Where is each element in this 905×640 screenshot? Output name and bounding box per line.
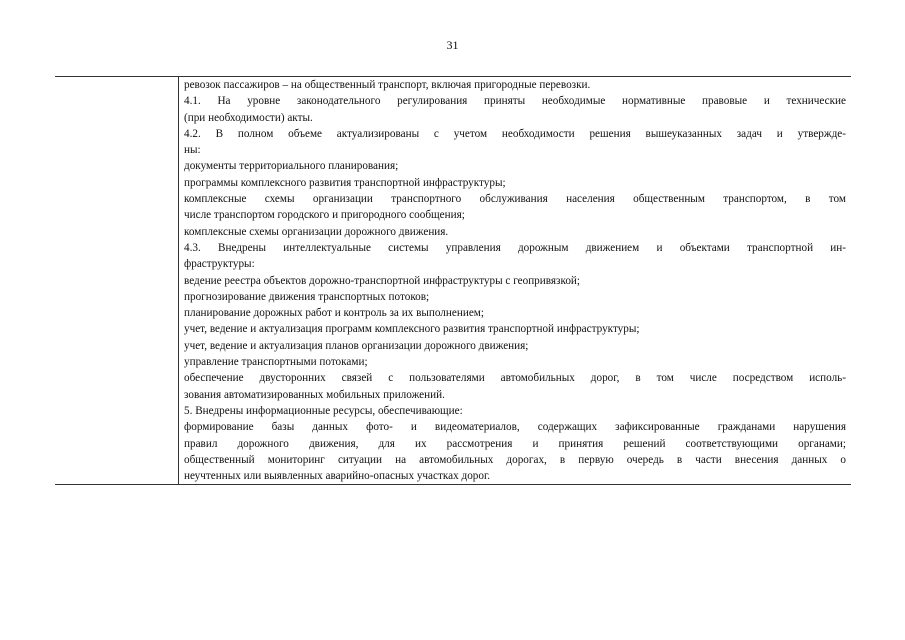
page-number: 31 — [446, 38, 459, 52]
text-line: обеспечение двусторонних связей с пользователями автомобильных дорог, в том числе посредством исполь- — [184, 372, 846, 385]
text-line: ны: — [184, 144, 201, 157]
text-block — [184, 77, 846, 484]
text-line: фраструктуры: — [184, 258, 255, 271]
text-line: учет, ведение и актуализация программ комплексного развития транспортной инфраструктуры; — [184, 323, 640, 336]
text-line: управление транспортными потоками; — [184, 356, 368, 369]
table-cell-left — [55, 77, 179, 485]
text-line: 5. Внедрены информационные ресурсы, обеспечивающие: — [184, 404, 463, 417]
text-line: 4.3. Внедрены интеллектуальные системы управления дорожным движением и объектами транспортной ин- — [184, 241, 846, 254]
text-line: 4.2. В полном объеме актуализированы с учетом необходимости решения вышеуказанных задач и утвержде- — [184, 127, 846, 140]
text-line: ревозок пассажиров – на общественный транспорт, включая пригородные перевозки. — [184, 79, 591, 91]
text-line: комплексные схемы организации дорожного движения. — [184, 225, 449, 238]
text-line: планирование дорожных работ и контроль за их выполнением; — [184, 307, 484, 320]
text-line: правил дорожного движения, для их рассмотрения и принятия решений соответствующими органами; — [184, 437, 846, 450]
text-line: общественный мониторинг ситуации на автомобильных дорогах, в первую очередь в части внесения данных о — [184, 453, 846, 466]
text-line: 4.1. На уровне законодательного регулирования приняты необходимые нормативные правовые и технические — [184, 95, 846, 108]
text-line: формирование базы данных фото- и видеоматериалов, содержащих зафиксированные гражданами нарушения — [184, 421, 846, 434]
text-line: комплексные схемы организации транспортного обслуживания населения общественным транспортом, в том — [184, 193, 846, 206]
text-line: числе транспортом городского и пригородного сообщения; — [184, 209, 465, 222]
text-line: учет, ведение и актуализация планов организации дорожного движения; — [184, 339, 529, 352]
text-line: неучтенных или выявленных аварийно-опасных участках дорог. — [184, 470, 491, 483]
table-cell-right — [179, 77, 852, 485]
text-line: прогнозирование движения транспортных потоков; — [184, 290, 430, 303]
document-table — [55, 76, 851, 485]
table-row — [55, 77, 851, 485]
text-line: документы территориального планирования; — [184, 160, 399, 173]
text-line: ведение реестра объектов дорожно-транспортной инфраструктуры с геопривязкой; — [184, 274, 581, 287]
text-line: зования автоматизированных мобильных приложений. — [184, 388, 445, 401]
text-line: (при необходимости) акты. — [184, 111, 313, 124]
text-line: программы комплексного развития транспортной инфраструктуры; — [184, 176, 506, 189]
